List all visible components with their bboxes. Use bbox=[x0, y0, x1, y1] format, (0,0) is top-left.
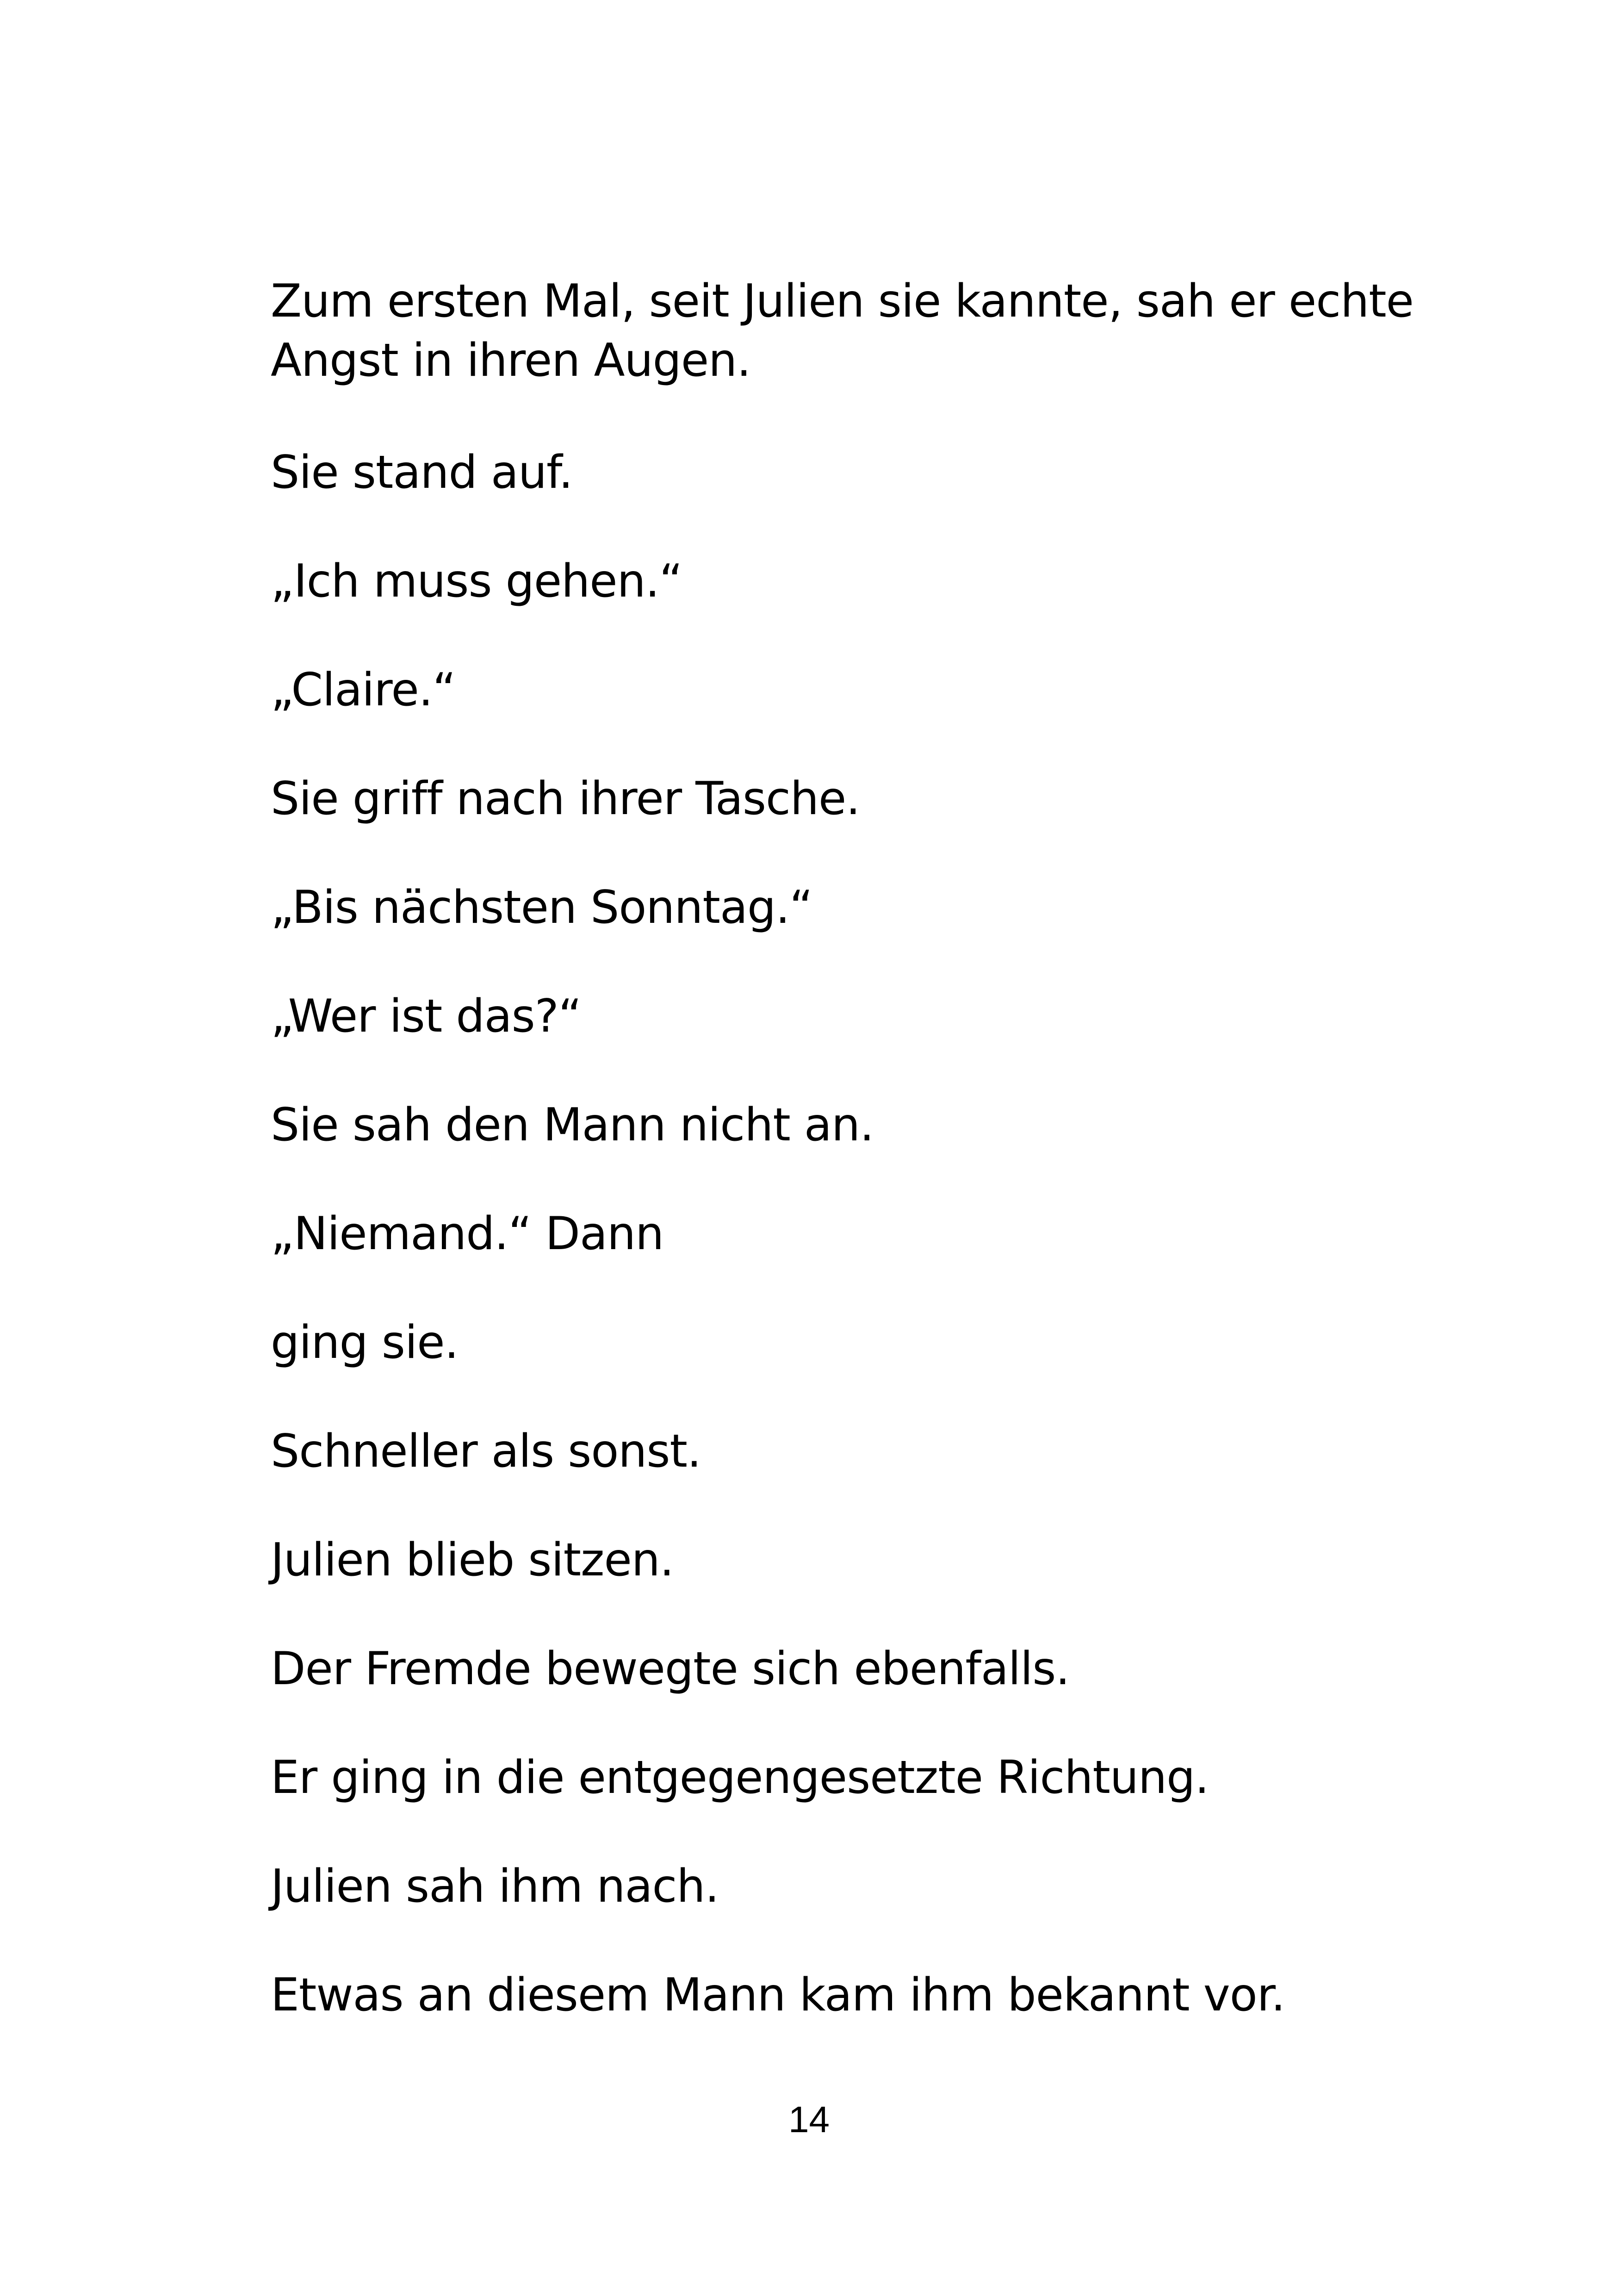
page-number: 14 bbox=[788, 2099, 830, 2140]
paragraph-line: Angst in ihren Augen. bbox=[271, 334, 751, 387]
paragraph: Julien sah ihm nach. bbox=[271, 1860, 719, 1913]
paragraph: „Bis nächsten Sonntag.“ bbox=[271, 881, 813, 934]
paragraph: Schneller als sonst. bbox=[271, 1425, 701, 1478]
paragraph: Er ging in die entgegengesetzte Richtung. bbox=[271, 1751, 1209, 1804]
paragraph: Sie griff nach ihrer Tasche. bbox=[271, 772, 860, 825]
paragraph: „Niemand.“ Dann bbox=[271, 1207, 664, 1260]
paragraph: „Ich muss gehen.“ bbox=[271, 555, 682, 608]
paragraph: „Claire.“ bbox=[271, 664, 456, 716]
paragraph: Julien blieb sitzen. bbox=[271, 1534, 674, 1587]
paragraph: Der Fremde bewegte sich ebenfalls. bbox=[271, 1643, 1070, 1695]
paragraph: ging sie. bbox=[271, 1316, 459, 1369]
paragraph: Sie stand auf. bbox=[271, 446, 573, 499]
paragraph-line: Zum ersten Mal, seit Julien sie kannte, sah er echte bbox=[271, 275, 1413, 328]
paragraph: „Wer ist das?“ bbox=[271, 990, 582, 1043]
paragraph: Sie sah den Mann nicht an. bbox=[271, 1099, 874, 1151]
paragraph: Etwas an diesem Mann kam ihm bekannt vor. bbox=[271, 1969, 1285, 2022]
